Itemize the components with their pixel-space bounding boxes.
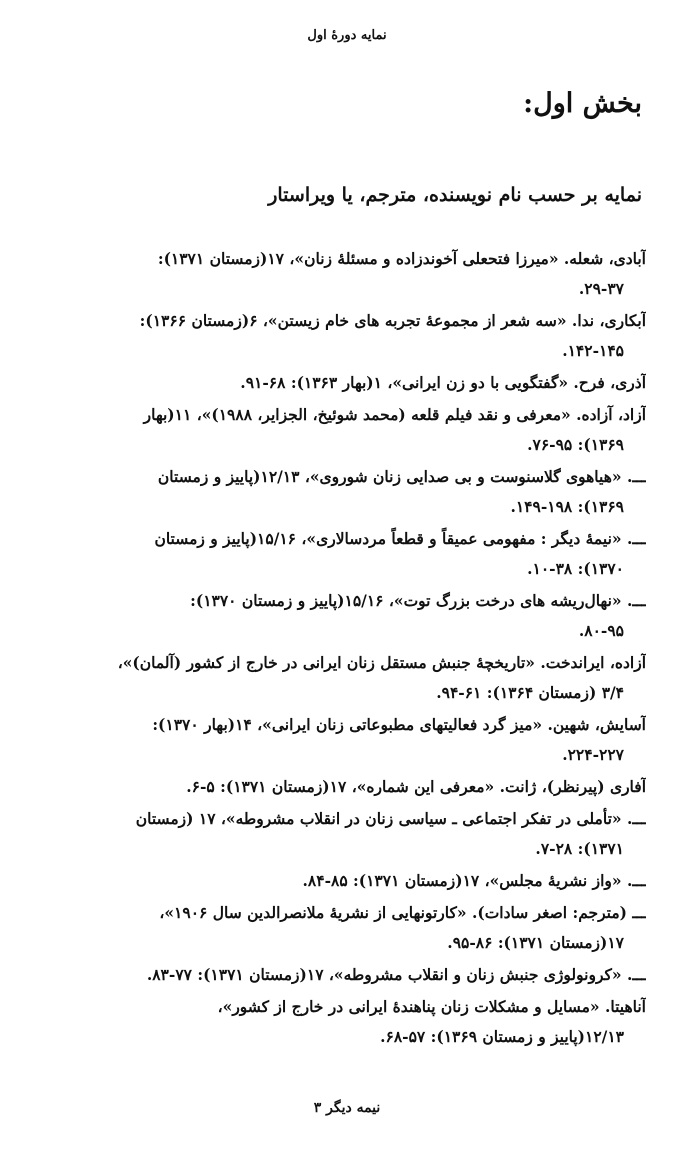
index-entry	[46, 306, 646, 366]
entry-continuation-line: ۱۳۶۹): ۷۶-۹۵.	[527, 435, 624, 454]
page-footer: نیمه دیگر ۳	[313, 1100, 381, 1116]
entry-continuation-line: ۱۲/۱۳(پاییز و زمستان ۱۳۶۹): ۵۷-۶۸.	[380, 1027, 624, 1046]
section-title: بخش اول:	[523, 88, 642, 119]
index-entry	[46, 710, 646, 770]
index-entry	[46, 400, 646, 460]
entry-line: آزاده، ایراندخت. «تاریخچهٔ جنبش مستقل زنان ایرانی در خارج از کشور (آلمان)»،	[117, 653, 646, 672]
entry-line: آفاری (پیرنظر)، ژانت. «معرفی این شماره»، ۱۷(زمستان ۱۳۷۱): ۵-۶.	[186, 777, 646, 796]
entry-line: آبادی، شعله. «میرزا فتحعلی آخوندزاده و مسئلهٔ زنان»، ۱۷(زمستان ۱۳۷۱):	[157, 249, 646, 268]
running-head: نمایه دورهٔ اول	[307, 28, 387, 43]
index-entry	[46, 368, 646, 398]
entry-continuation-line: ۱۳۷۰): ۱۰-۳۸.	[527, 559, 624, 578]
entry-line: ـــ (مترجم: اصغر سادات). «کارتونهایی از نشریهٔ ملانصرالدین سال ۱۹۰۶»،	[159, 903, 646, 922]
entry-line: ـــ. «نیمهٔ دیگر : مفهومی عمیقاً و قطعاً مردسالاری»، ۱۵/۱۶(پاییز و زمستان	[154, 529, 646, 548]
entry-line: ـــ. «واز نشریهٔ مجلس»، ۱۷(زمستان ۱۳۷۱): ۸۵-۸۴.	[302, 871, 646, 890]
index-subtitle: نمایه بر حسب نام نویسنده، مترجم، یا ویراستار	[268, 184, 642, 206]
entry-line: ـــ. «کرونولوژی جنبش زنان و انقلاب مشروطه»، ۱۷(زمستان ۱۳۷۱): ۷۷-۸۳.	[146, 965, 646, 984]
index-entry	[46, 898, 646, 958]
entry-continuation-line: ۱۷(زمستان ۱۳۷۱): ۸۶-۹۵.	[447, 933, 624, 952]
entry-line: ـــ. «نهال‌ریشه های درخت بزرگ توت»، ۱۵/۱۶(پاییز و زمستان ۱۳۷۰):	[190, 591, 646, 610]
index-entry	[46, 866, 646, 896]
entry-continuation-line: ۸۰-۹۵.	[578, 621, 624, 640]
entry-continuation-line: ۱۴۲-۱۴۵.	[562, 341, 624, 360]
entry-continuation-line: ۲۹-۳۷.	[578, 279, 624, 298]
index-entry	[46, 244, 646, 304]
index-entry	[46, 772, 646, 802]
entry-continuation-line: ۲۲۴-۲۲۷.	[562, 745, 624, 764]
index-entry	[46, 804, 646, 864]
entry-line: ـــ. «تأملی در تفکر اجتماعی ـ سیاسی زنان در انقلاب مشروطه»، ۱۷ (زمستان	[135, 809, 646, 828]
entry-line: آبکاری، ندا. «سه شعر از مجموعهٔ تجربه های خام زیستن»، ۶(زمستان ۱۳۶۶):	[139, 311, 646, 330]
index-entry	[46, 462, 646, 522]
index-entries	[46, 244, 646, 1054]
entry-line: ـــ. «هیاهوی گلاسنوست و بی صدایی زنان شوروی»، ۱۲/۱۳(پاییز و زمستان	[157, 467, 646, 486]
index-entry	[46, 524, 646, 584]
index-entry	[46, 960, 646, 990]
entry-continuation-line: ۱۳۷۱): ۷-۲۸.	[535, 839, 624, 858]
index-entry	[46, 648, 646, 708]
entry-line: آناهیتا. «مسایل و مشکلات زنان پناهندهٔ ایرانی در خارج از کشور»،	[217, 997, 646, 1016]
entry-continuation-line: ۱۳۶۹): ۱۴۹-۱۹۸.	[510, 497, 624, 516]
index-entry	[46, 992, 646, 1052]
entry-continuation-line: ۳/۴ (زمستان ۱۳۶۴): ۶۱-۹۴.	[436, 683, 624, 702]
entry-line: آزاد، آزاده. «معرفی و نقد فیلم قلعه (محمد شوئیخ، الجزایر، ۱۹۸۸)»، ۱۱(بهار	[143, 405, 646, 424]
entry-line: آسایش، شهین. «میز گرد فعالیتهای مطبوعاتی زنان ایرانی»، ۱۴(بهار ۱۳۷۰):	[152, 715, 646, 734]
entry-line: آذری، فرح. «گفتگویی با دو زن ایرانی»، ۱(بهار ۱۳۶۳): ۶۸-۹۱.	[240, 373, 646, 392]
index-entry	[46, 586, 646, 646]
